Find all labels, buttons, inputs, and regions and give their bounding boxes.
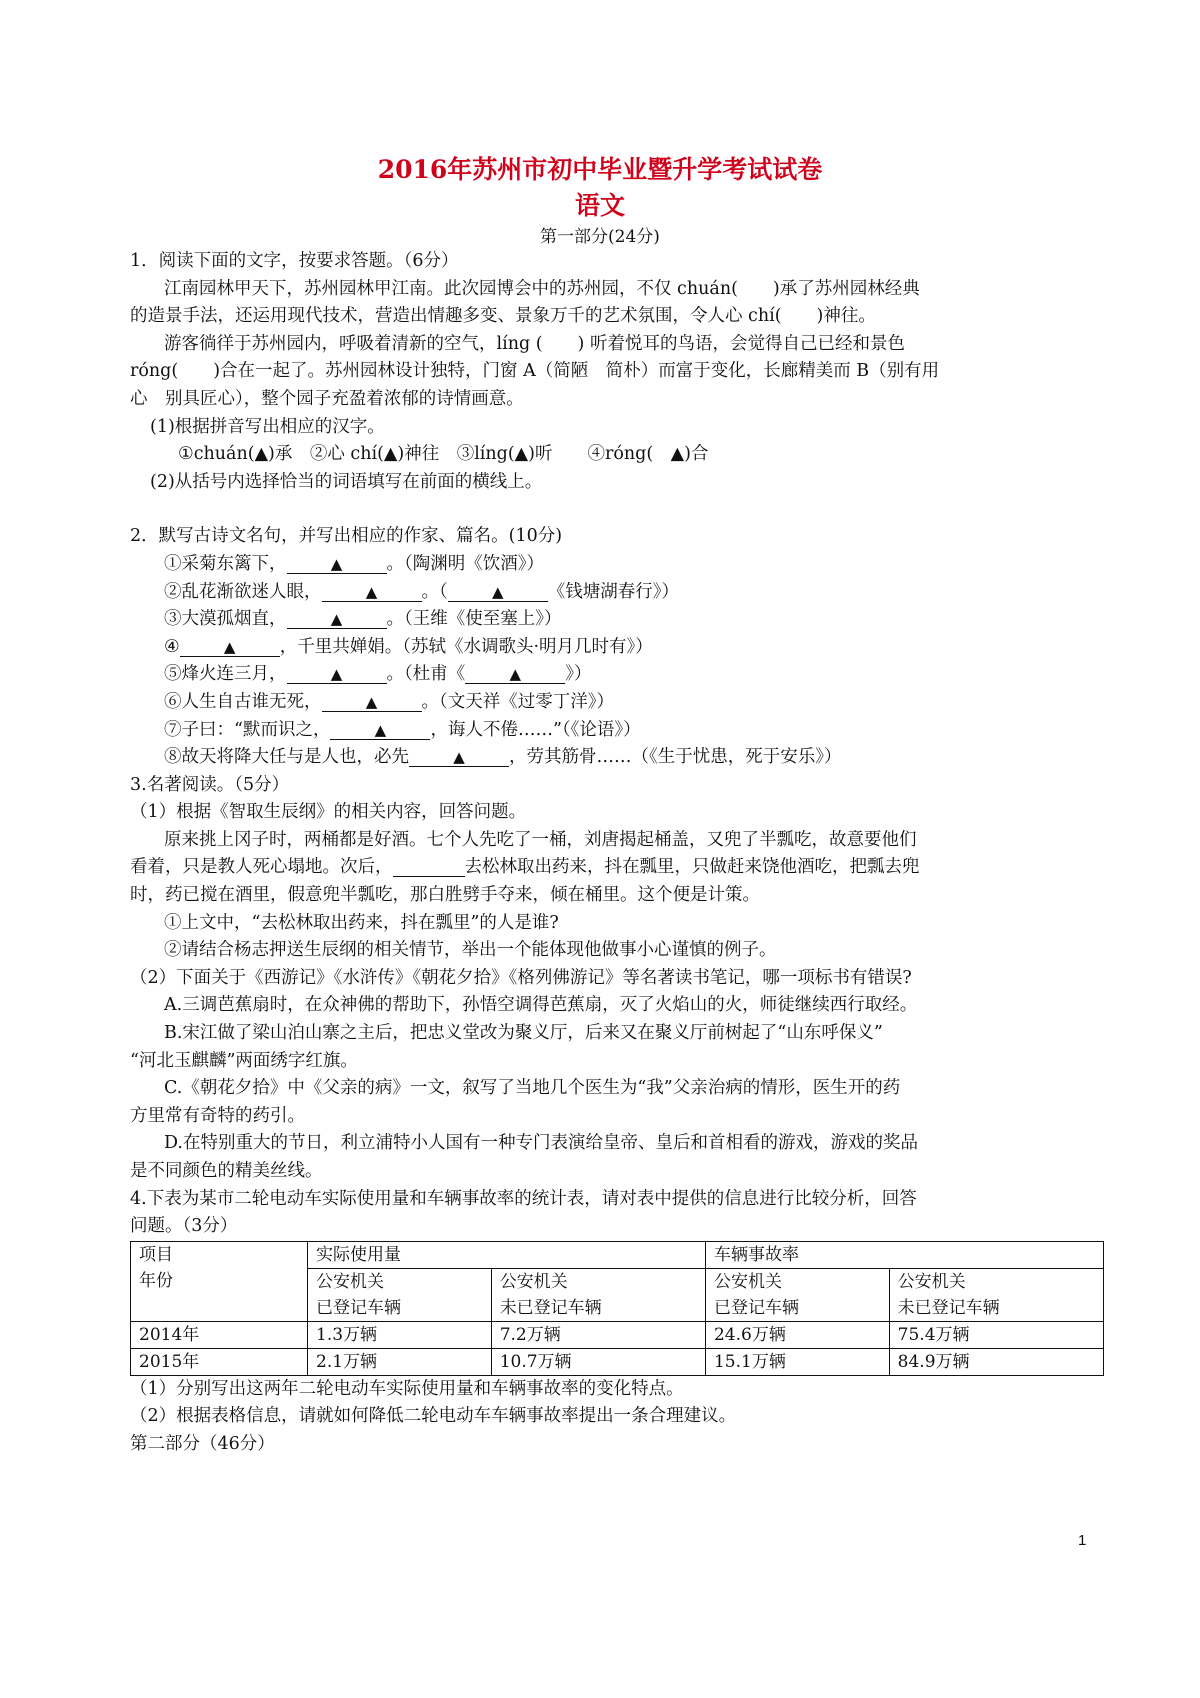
table-col-header: 公安机关 未已登记车辆 bbox=[491, 1268, 705, 1321]
statistics-table bbox=[130, 1241, 1104, 1376]
q1-para2-line2: róng( )合在一起了。苏州园林设计独特，门窗 A（简陋 简朴）而富于变化，长廊精美而 B（别有用 bbox=[130, 361, 940, 382]
q2-line5: ⑤烽火连三月， ▲ 。（杜甫《 ▲ 》） bbox=[164, 664, 592, 685]
q3-option-c-line1: C.《朝花夕拾》中《父亲的病》一文，叙写了当地几个医生为“我”父亲治病的情形，医生开的药 bbox=[164, 1078, 901, 1099]
table-header-row bbox=[131, 1241, 1104, 1268]
part1-heading: 第一部分(24分) bbox=[540, 227, 660, 247]
table-cell: 84.9万辆 bbox=[889, 1348, 1103, 1375]
q2-line7: ⑦子曰：“默而识之， ▲ ，诲人不倦……”（《论语》） bbox=[164, 719, 641, 740]
q4-heading-line1: 4.下表为某市二轮电动车实际使用量和车辆事故率的统计表，请对表中提供的信息进行比较分析，回答 bbox=[130, 1188, 917, 1209]
q1-sub1-items: ①chuán(▲)承 ②心 chí(▲)神往 ③líng(▲)听 ④róng( ▲)合 bbox=[178, 444, 709, 465]
table-cell: 75.4万辆 bbox=[889, 1321, 1103, 1348]
q4-sub1: （1）分别写出这两年二轮电动车实际使用量和车辆事故率的变化特点。 bbox=[130, 1378, 684, 1399]
answer-blank[interactable]: ▲ bbox=[180, 638, 280, 657]
q1-para2-line3: 心 别具匠心），整个园子充盈着浓郁的诗情画意。 bbox=[130, 388, 524, 409]
table-cell: 10.7万辆 bbox=[491, 1348, 705, 1375]
q3-option-c-line2: 方里常有奇特的药引。 bbox=[130, 1105, 305, 1126]
q3-heading: 3.名著阅读。（5分） bbox=[130, 774, 290, 795]
q3-passage-line2: 看着，只是教人死心塌地。次后， 去松林取出药来，抖在瓢里，只做赶来饶他酒吃，把瓢去兜 bbox=[130, 857, 920, 878]
q2-line8: ⑧故天将降大任与是人也，必先 ▲ ，劳其筋骨……（《生于忧患，死于安乐》） bbox=[164, 747, 842, 768]
exam-content bbox=[130, 248, 1105, 1459]
part2-heading: 第二部分（46分） bbox=[130, 1433, 275, 1454]
answer-blank[interactable]: ▲ bbox=[322, 693, 422, 712]
table-group-accident: 车辆事故率 bbox=[705, 1241, 1103, 1268]
page-number: 1 bbox=[1078, 1532, 1087, 1549]
q2-line4: ④ ▲ ，千里共婵娟。（苏轼《水调歌头·明月几时有》） bbox=[164, 636, 653, 657]
q1-para1-line1: 江南园林甲天下，苏州园林甲江南。此次园博会中的苏州园，不仅 chuán( )承了苏州园林经典 bbox=[164, 278, 920, 299]
exam-title: 2016年苏州市初中毕业暨升学考试试卷 bbox=[377, 155, 823, 184]
table-cell-year: 2015年 bbox=[131, 1348, 308, 1375]
q3-question-a: ①上文中，“去松林取出药来，抖在瓢里”的人是谁? bbox=[164, 912, 559, 933]
q3-option-a: A.三调芭蕉扇时，在众神佛的帮助下，孙悟空调得芭蕉扇，灭了火焰山的火，师徒继续西行取经。 bbox=[164, 995, 918, 1016]
q4-sub2: （2）根据表格信息，请就如何降低二轮电动车车辆事故率提出一条合理建议。 bbox=[130, 1406, 737, 1427]
q3-passage-line3: 时，药已搅在酒里，假意兜半瓢吃，那白胜劈手夺来，倾在桶里。这个便是计策。 bbox=[130, 885, 760, 906]
q3-option-d-line1: D.在特别重大的节日，利立浦特小人国有一种专门表演给皇帝、皇后和首相看的游戏，游戏的奖品 bbox=[164, 1133, 918, 1154]
q3-option-b-line2: “河北玉麒麟”两面绣字红旗。 bbox=[130, 1050, 358, 1071]
q2-line6: ⑥人生自古谁无死， ▲ 。（文天祥《过零丁洋》） bbox=[164, 691, 614, 712]
table-row bbox=[131, 1321, 1104, 1348]
q2-line3: ③大漠孤烟直， ▲ 。（王维《使至塞上》） bbox=[164, 609, 562, 630]
answer-blank[interactable]: ▲ bbox=[448, 583, 548, 602]
answer-blank[interactable]: ▲ bbox=[465, 665, 565, 684]
q3-sub1: （1）根据《智取生辰纲》的相关内容，回答问题。 bbox=[130, 802, 527, 823]
q1-para2-line1: 游客徜徉于苏州园内，呼吸着清新的空气，líng ( ) 听着悦耳的鸟语，会觉得自己已经和景色 bbox=[164, 333, 905, 354]
answer-blank[interactable]: ▲ bbox=[287, 555, 387, 574]
q3-option-b-line1: B.宋江做了梁山泊山寨之主后，把忠义堂改为聚义厅，后来又在聚义厅前树起了“山东呼保义” bbox=[164, 1023, 883, 1044]
q1-sub1: (1)根据拼音写出相应的汉字。 bbox=[150, 416, 385, 437]
q1-para1-line2: 的造景手法，还运用现代技术，营造出情趣多变、景象万千的艺术氛围，令人心 chí( )神往。 bbox=[130, 306, 876, 327]
table-cell: 7.2万辆 bbox=[491, 1321, 705, 1348]
table-group-usage: 实际使用量 bbox=[308, 1241, 706, 1268]
q3-passage-line1: 原来挑上冈子时，两桶都是好酒。七个人先吃了一桶，刘唐揭起桶盖，又兜了半瓢吃，故意要他们 bbox=[164, 829, 917, 850]
table-cell: 24.6万辆 bbox=[705, 1321, 889, 1348]
table-cell: 1.3万辆 bbox=[308, 1321, 492, 1348]
table-cell-year: 2014年 bbox=[131, 1321, 308, 1348]
q2-heading: 2．默写古诗文名句，并写出相应的作家、篇名。(10分) bbox=[130, 526, 563, 547]
table-cell: 2.1万辆 bbox=[308, 1348, 492, 1375]
q1-heading: 1．阅读下面的文字，按要求答题。（6分） bbox=[130, 251, 459, 271]
table-col-header: 公安机关 未已登记车辆 bbox=[889, 1268, 1103, 1321]
answer-blank[interactable]: ▲ bbox=[322, 583, 422, 602]
q3-question-b: ②请结合杨志押送生辰纲的相关情节，举出一个能体现他做事小心谨慎的例子。 bbox=[164, 940, 777, 961]
q2-line1: ①采菊东篱下， ▲ 。（陶渊明《饮酒》） bbox=[164, 553, 544, 574]
answer-blank[interactable]: ▲ bbox=[287, 665, 387, 684]
answer-blank[interactable]: ▲ bbox=[287, 610, 387, 629]
answer-blank[interactable]: ▲ bbox=[409, 748, 509, 767]
q4-heading-line2: 问题。（3分） bbox=[130, 1216, 238, 1237]
answer-blank[interactable]: ▲ bbox=[330, 721, 430, 740]
table-col-header: 公安机关 已登记车辆 bbox=[705, 1268, 889, 1321]
spacer bbox=[130, 496, 1105, 523]
q3-option-d-line2: 是不同颜色的精美丝线。 bbox=[130, 1161, 323, 1181]
q1-sub2: (2)从括号内选择恰当的词语填写在前面的横线上。 bbox=[150, 471, 543, 492]
passage-blank bbox=[393, 858, 465, 877]
table-corner-cell: 项目 年份 bbox=[131, 1241, 308, 1321]
table-cell: 15.1万辆 bbox=[705, 1348, 889, 1375]
q3-sub2: （2）下面关于《西游记》《水浒传》《朝花夕拾》《格列佛游记》等名著读书笔记，哪一项标书有错误? bbox=[130, 967, 912, 988]
table-col-header: 公安机关 已登记车辆 bbox=[308, 1268, 492, 1321]
q2-line2: ②乱花渐欲迷人眼， ▲ 。（ ▲ 《钱塘湖春行》） bbox=[164, 581, 679, 602]
exam-subject: 语文 bbox=[574, 191, 625, 220]
table-row bbox=[131, 1348, 1104, 1375]
